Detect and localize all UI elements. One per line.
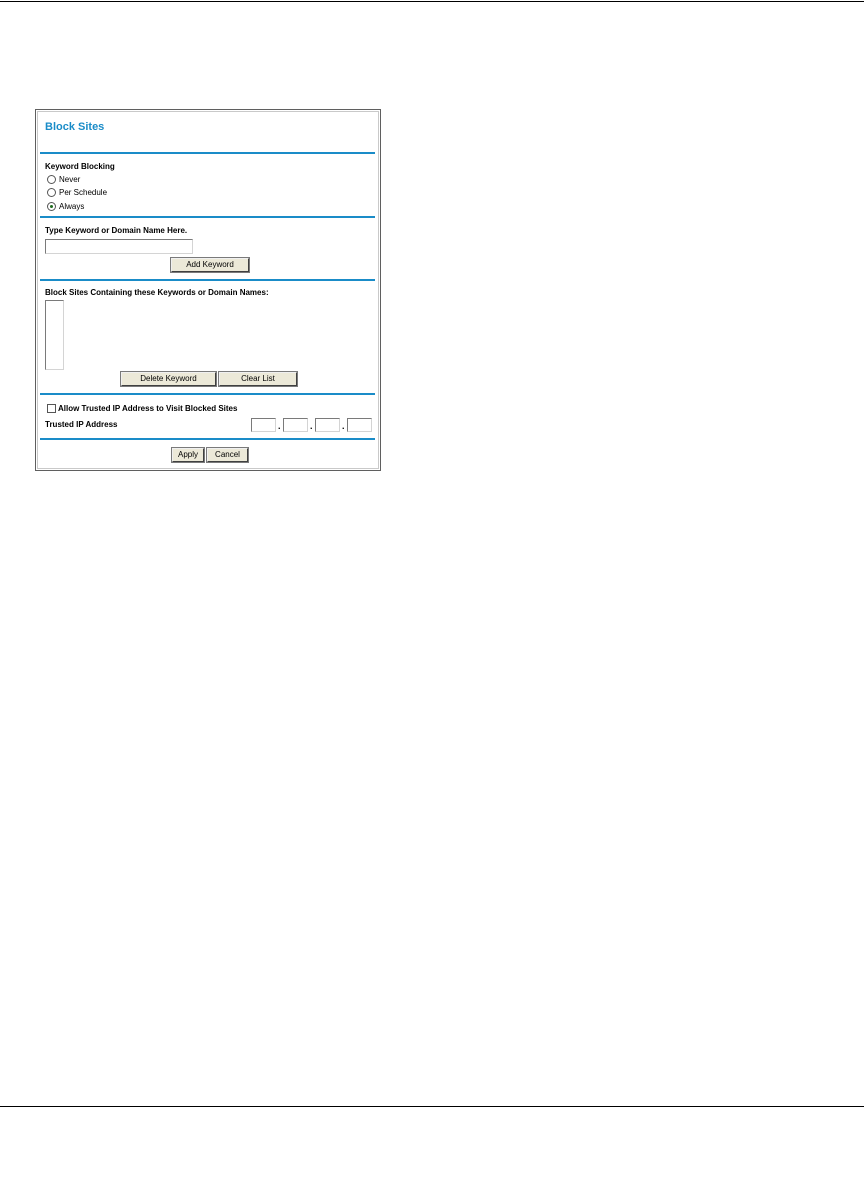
section-divider (40, 438, 375, 440)
block-sites-panel (35, 109, 381, 471)
section-divider (40, 152, 375, 154)
radio-never-circle[interactable] (47, 175, 56, 184)
page-bottom-rule (0, 1106, 864, 1107)
trusted-ip-label: Trusted IP Address (45, 420, 118, 429)
apply-button[interactable]: Apply (172, 448, 204, 462)
delete-keyword-button[interactable]: Delete Keyword (121, 372, 216, 386)
ip-separator: . (342, 421, 345, 431)
blocked-list-label: Block Sites Containing these Keywords or Domain Names: (45, 288, 269, 297)
trusted-ip-octet-3[interactable] (315, 418, 340, 432)
radio-always-circle[interactable] (47, 202, 56, 211)
allow-trusted-ip-checkbox[interactable] (47, 404, 56, 413)
section-divider (40, 279, 375, 281)
keyword-blocking-label: Keyword Blocking (45, 162, 115, 171)
page-title: Block Sites (45, 121, 105, 133)
trusted-ip-octet-2[interactable] (283, 418, 308, 432)
allow-trusted-ip-label: Allow Trusted IP Address to Visit Blocked Sites (58, 404, 238, 413)
add-keyword-button[interactable]: Add Keyword (171, 258, 249, 272)
radio-always[interactable] (47, 201, 84, 211)
ip-separator: . (278, 421, 281, 431)
clear-list-button[interactable]: Clear List (219, 372, 297, 386)
radio-per-schedule[interactable] (47, 187, 107, 197)
cancel-button[interactable]: Cancel (207, 448, 248, 462)
keyword-input[interactable] (45, 239, 193, 254)
radio-always-label: Always (59, 201, 85, 211)
ip-separator: . (310, 421, 313, 431)
radio-never-label: Never (59, 174, 81, 184)
keyword-input-label: Type Keyword or Domain Name Here. (45, 226, 188, 235)
trusted-ip-octet-4[interactable] (347, 418, 372, 432)
section-divider (40, 393, 375, 395)
blocked-keywords-listbox[interactable] (45, 300, 64, 370)
page-top-rule (0, 1, 864, 2)
radio-never[interactable] (47, 174, 80, 184)
radio-per-schedule-circle[interactable] (47, 188, 56, 197)
trusted-ip-octet-1[interactable] (251, 418, 276, 432)
section-divider (40, 216, 375, 218)
radio-per-schedule-label: Per Schedule (59, 187, 108, 197)
